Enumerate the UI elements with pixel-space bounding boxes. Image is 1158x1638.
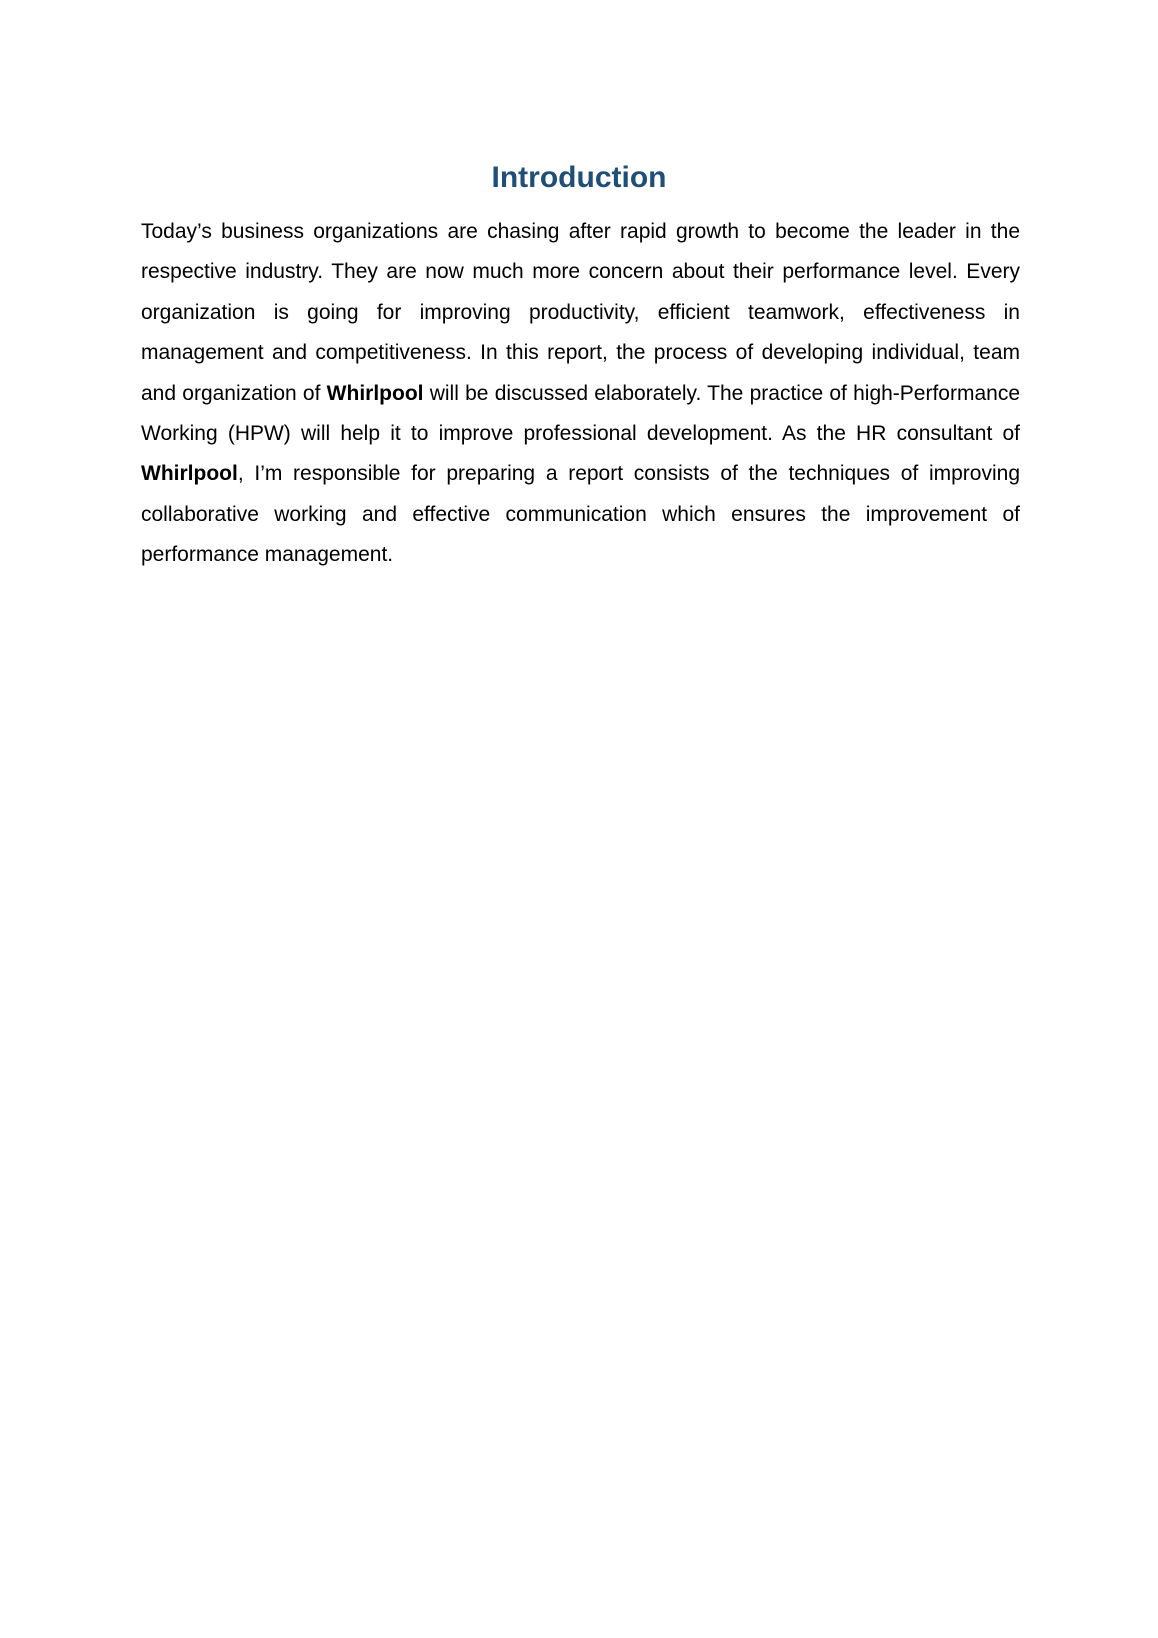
- paragraph-text-2: will be discussed elaborately. The practice of high-Performance Working (HPW) will help it to improve professional development. As the HR consultant of: [141, 381, 1021, 446]
- company-name-bold-1: Whirlpool: [326, 381, 424, 405]
- paragraph-text-1: Today’s business organizations are chasing after rapid growth to become the leader in the respective industry. They are now much more concern about their performance level. Every organization is going for improving productivity, efficient teamwork, effectiveness in management and competitiveness. In this report, the process of developing individual, team and organization of: [141, 220, 1020, 405]
- company-name-bold-2: Whirlpool: [141, 462, 238, 486]
- section-heading: Introduction: [491, 161, 667, 194]
- introduction-paragraph: [141, 212, 1020, 576]
- paragraph-text-3: , I’m responsible for preparing a report consists of the techniques of improving collaborative working and effective communication which ensures the improvement of performance management.: [141, 462, 1020, 567]
